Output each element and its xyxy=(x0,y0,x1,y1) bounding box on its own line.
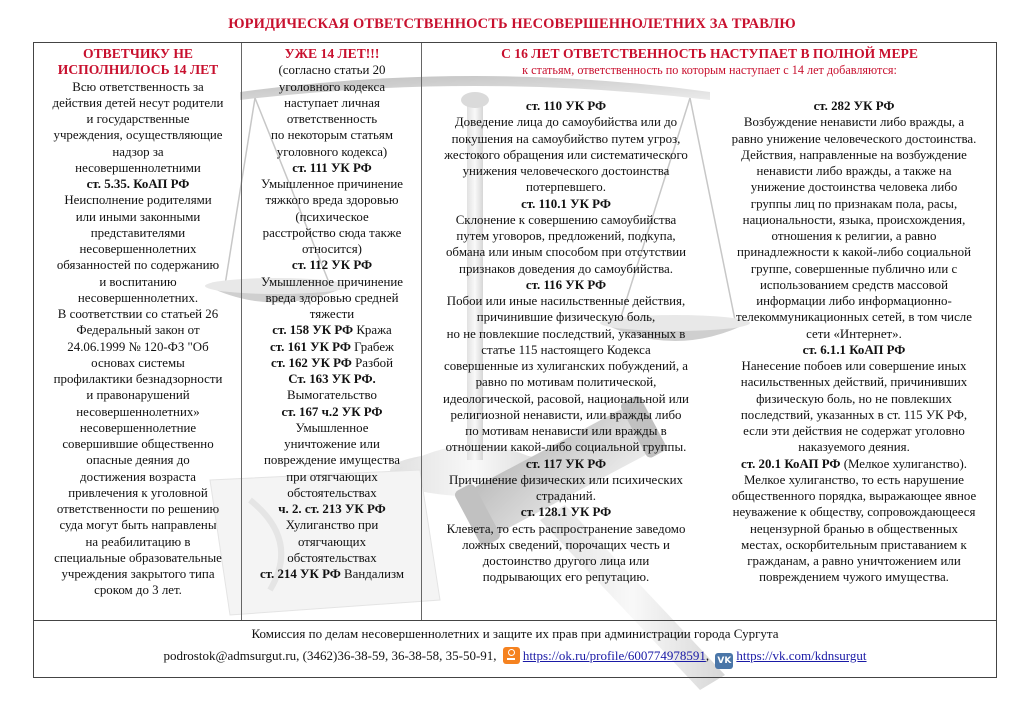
text-line: уголовного кодекса xyxy=(278,79,386,94)
text-line: учреждения закрытого типа xyxy=(61,567,215,581)
text-line: Побои или иные насильственные действия, xyxy=(446,294,686,308)
text-line: расстройство сюда также xyxy=(262,225,402,240)
text-line: но не повлекшие последствий, указанных в xyxy=(446,326,686,341)
text-line: нецензурной бранью в общественных xyxy=(750,521,958,536)
footer-divider xyxy=(34,620,996,621)
column-from-16-right xyxy=(712,98,996,586)
law-description: Кража xyxy=(356,323,392,338)
text-line: по некоторым статьям xyxy=(271,128,393,143)
law-article: ст. 158 УК РФ xyxy=(272,323,354,338)
text-line: Мелкое хулиганство, то есть нарушение xyxy=(743,472,965,487)
text-line: Нанесение побоев или совершение иных xyxy=(741,359,967,373)
text-line: насильственных действий, причинивших xyxy=(740,375,968,390)
text-line: национальности, языка, происхождения, xyxy=(742,212,966,227)
text-line: сети «Интернет». xyxy=(806,326,902,341)
text-line: Неисполнение родителями xyxy=(64,193,212,208)
text-line: религиозной ненависти, или вражды либо xyxy=(450,407,682,422)
text-line: профилактики безнадзорности xyxy=(53,372,223,386)
text-line: ответственность xyxy=(286,112,378,126)
text-line: Федеральный закон от xyxy=(76,323,200,338)
law-article: ч. 2. ст. 213 УК РФ xyxy=(278,502,386,516)
text-line: тяжкого вреда здоровью xyxy=(265,193,399,208)
text-line: совершившие общественно xyxy=(62,437,214,451)
text-line: идеологической, расовой, национальной или xyxy=(443,391,689,406)
text-line: надзор за xyxy=(112,144,164,159)
law-description: Вандализм xyxy=(344,567,405,581)
text-line: Склонение к совершению самоубийства xyxy=(455,212,677,227)
text-line: равно по мотивам политической, xyxy=(475,375,657,390)
text-line: повреждением чужого имущества. xyxy=(759,570,949,585)
vk-profile-link[interactable]: https://vk.com/kdnsurgut xyxy=(736,648,867,663)
text-line: несовершеннолетние xyxy=(79,420,197,435)
text-line: унижение достоинства человека либо xyxy=(750,180,958,195)
text-line: подрывающих его репутацию. xyxy=(482,570,650,585)
text-line: несовершеннолетних xyxy=(79,242,197,256)
text-line: статье 115 настоящего Кодекса xyxy=(481,342,651,357)
text-line: В соответствии со статьей 26 xyxy=(57,307,219,321)
text-line: Действия, направленные на возбуждение xyxy=(741,147,967,162)
text-line: по мотивам ненависти или вражды в xyxy=(465,424,667,438)
text-line: суда могут быть направлены xyxy=(59,518,217,533)
law-article: ст. 116 УК РФ xyxy=(525,277,607,292)
text-line: и государственные xyxy=(86,112,190,126)
text-line: несовершеннолетних. xyxy=(77,290,199,305)
text-line: Вымогательство xyxy=(286,388,377,403)
text-line: и правонарушений xyxy=(86,388,190,403)
text-line: физическую боль, но не повлекших xyxy=(756,391,952,406)
text-line: несовершеннолетних» xyxy=(76,404,200,419)
text-line: Клевета, то есть распространение заведомо xyxy=(446,521,686,536)
text-line: общественного порядка, выражающее явное xyxy=(731,489,977,503)
law-article: ст. 5.35. КоАП РФ xyxy=(86,177,190,191)
column-subheader: к статьям, ответственность по которым наступает с 14 лет добавляются: xyxy=(522,63,897,78)
text-line: повреждение имущества xyxy=(264,453,400,468)
text-line: уничтожение или xyxy=(284,437,380,451)
text-line: наказуемого деяния. xyxy=(798,440,910,455)
text-line: представителями xyxy=(90,225,186,240)
text-line: Возбуждение ненависти либо вражды, а xyxy=(743,115,965,130)
text-line: использованием средств массовой xyxy=(759,277,949,292)
odnoklassniki-icon xyxy=(503,647,520,664)
text-line: тяжести xyxy=(309,307,355,321)
text-line: равно унижение человеческого достоинства. xyxy=(731,131,977,146)
vk-icon: VK xyxy=(715,653,733,669)
text-line: Умышленное xyxy=(295,420,369,435)
law-article: Ст. 163 УК РФ. xyxy=(288,372,376,386)
law-line xyxy=(244,339,420,355)
law-article: ст. 162 УК РФ xyxy=(271,355,352,370)
text-line: гражданам, а равно уничтожением или xyxy=(747,554,961,568)
column-header: С 16 ЛЕТ ОТВЕТСТВЕННОСТЬ НАСТУПАЕТ В ПОЛНОЙ МЕРЕ xyxy=(501,46,918,61)
law-description: (Мелкое хулиганство). xyxy=(843,456,967,471)
text-line: 24.06.1999 № 120-ФЗ "Об xyxy=(67,339,209,354)
law-article: ст. 20.1 КоАП РФ xyxy=(741,456,841,471)
text-line: жестокого обращения или систематического xyxy=(444,147,688,162)
text-line: совершенные из хулиганских побуждений, а xyxy=(444,359,688,373)
text-line: потерпевшего. xyxy=(526,180,606,195)
text-line: при отягчающих xyxy=(286,469,378,484)
text-line: Умышленное причинение xyxy=(261,177,403,191)
text-line: ненависти либо вражды, а также на xyxy=(756,164,952,178)
law-line xyxy=(712,456,996,472)
text-line: специальные образовательные xyxy=(54,550,222,565)
text-line: учреждения, осуществляющие xyxy=(53,128,223,143)
page-title: ЮРИДИЧЕСКАЯ ОТВЕТСТВЕННОСТЬ НЕСОВЕРШЕННОЛЕТНИХ ЗА ТРАВЛЮ xyxy=(228,16,796,32)
text-line: основах системы xyxy=(91,355,185,370)
text-line: вреда здоровью средней xyxy=(265,290,399,305)
text-line: обстоятельствах xyxy=(287,550,377,565)
text-line: Доведение лица до самоубийства или до xyxy=(454,115,678,130)
text-line: отягчающих xyxy=(297,534,367,549)
text-line: Хулиганство при xyxy=(285,518,379,533)
text-line: последствий, указанных в ст. 115 УК РФ, xyxy=(740,407,968,422)
text-line: телекоммуникационных сетей, в том числе xyxy=(736,310,972,325)
text-line: страданий. xyxy=(536,489,596,503)
text-line: информации либо информационно- xyxy=(756,294,952,308)
text-line: обмана или иным способом при отсутствии xyxy=(445,245,687,260)
law-article: ст. 161 УК РФ xyxy=(270,339,351,354)
law-article: ст. 282 УК РФ xyxy=(813,99,895,113)
column-header: УЖЕ 14 ЛЕТ!!! xyxy=(284,46,380,61)
law-article: ст. 117 УК РФ xyxy=(525,456,607,471)
text-line: (согласно статьи 20 xyxy=(278,63,386,78)
text-line: отношения к религии, а равно xyxy=(771,229,937,243)
law-article: ст. 111 УК РФ xyxy=(292,160,372,175)
text-line: несовершеннолетними xyxy=(75,160,201,175)
text-line: достоинство другого лица или xyxy=(482,554,650,568)
law-article: ст. 110 УК РФ xyxy=(525,99,607,113)
law-description: Разбой xyxy=(355,355,393,370)
text-line: на реабилитацию в xyxy=(85,534,191,549)
text-line: Всю ответственность за xyxy=(72,79,204,94)
column-divider xyxy=(421,43,422,621)
text-line: признаков доведения до самоубийства. xyxy=(459,261,673,276)
text-line: местах, оскорбительным приставанием к xyxy=(741,537,967,552)
text-line: и воспитанию xyxy=(99,274,177,289)
text-line: относится) xyxy=(302,242,362,256)
text-line: привлечения к уголовной xyxy=(68,485,208,500)
law-article: ст. 6.1.1 КоАП РФ xyxy=(802,342,906,357)
text-line: уголовного кодекса) xyxy=(276,144,388,159)
text-line: опасные деяния до xyxy=(86,453,190,468)
law-article: ст. 214 УК РФ xyxy=(259,567,341,581)
column-header: ОТВЕТЧИКУ НЕ xyxy=(83,46,193,61)
law-line xyxy=(244,322,420,338)
text-line: наступает личная xyxy=(284,95,380,110)
text-line: неуважение к обществу, сопровождающееся xyxy=(732,505,976,520)
text-line: группе, совершенные публично или с xyxy=(750,261,958,276)
footer xyxy=(34,623,996,669)
text-line: Причинение физических или психических xyxy=(449,472,683,487)
text-line: ответственности по решению xyxy=(56,502,220,516)
column-header: ИСПОЛНИЛОСЬ 14 ЛЕТ xyxy=(57,62,219,78)
text-line: отношении какой-либо социальной группы. xyxy=(445,440,687,455)
content-table xyxy=(33,42,997,678)
text-line: причинившие физическую боль, xyxy=(476,310,656,325)
text-line: путем уговоров, предложений, подкупа, xyxy=(456,229,676,243)
law-article: ст. 128.1 УК РФ xyxy=(520,505,612,520)
commission-name: Комиссия по делам несовершеннолетних и защите их прав при администрации города Сургута xyxy=(251,626,779,641)
column-divider xyxy=(241,43,242,621)
ok-profile-link[interactable]: https://ok.ru/profile/600774978591 xyxy=(522,648,706,663)
law-article: ст. 112 УК РФ xyxy=(291,258,373,273)
column-from-16-left xyxy=(424,98,708,586)
text-line: сроком до 3 лет. xyxy=(94,583,182,598)
column-under-14 xyxy=(36,46,240,599)
law-article: ст. 167 ч.2 УК РФ xyxy=(281,404,383,419)
text-line: обстоятельствах xyxy=(287,485,377,500)
contacts-line: podrostok@admsurgut.ru, (3462)36-38-59, 36-38-58, 35-50-91, https://ok.ru/profile/600774978591, VK https://vk.com/kdnsurgut xyxy=(34,645,996,669)
text-line: (психическое xyxy=(295,209,369,224)
law-article: ст. 110.1 УК РФ xyxy=(521,196,611,211)
law-line xyxy=(244,566,420,582)
text-line: принадлежности к какой-либо социальной xyxy=(736,245,972,260)
column-from-14 xyxy=(244,46,420,582)
law-line xyxy=(244,355,420,371)
text-line: достижения возраста xyxy=(80,469,196,484)
text-line: группы лиц по признакам пола, расы, xyxy=(750,196,958,211)
text-line: Умышленное причинение xyxy=(261,274,403,289)
column-from-16-header xyxy=(423,46,996,78)
text-line: действия детей несут родители xyxy=(52,95,224,110)
text-line: или иными законными xyxy=(75,209,201,224)
contacts-text: podrostok@admsurgut.ru, (3462)36-38-59, 36-38-58, 35-50-91, xyxy=(163,648,497,663)
text-line: ложных сведений, порочащих честь и xyxy=(462,537,670,552)
text-line: покушения на самоубийство путем угроз, xyxy=(451,131,681,146)
text-line: обязанностей по содержанию xyxy=(56,258,220,273)
law-description: Грабеж xyxy=(354,339,394,354)
text-line: унижения человеческого достоинства xyxy=(462,164,670,178)
text-line: если эти действия не содержат уголовно xyxy=(743,424,965,438)
